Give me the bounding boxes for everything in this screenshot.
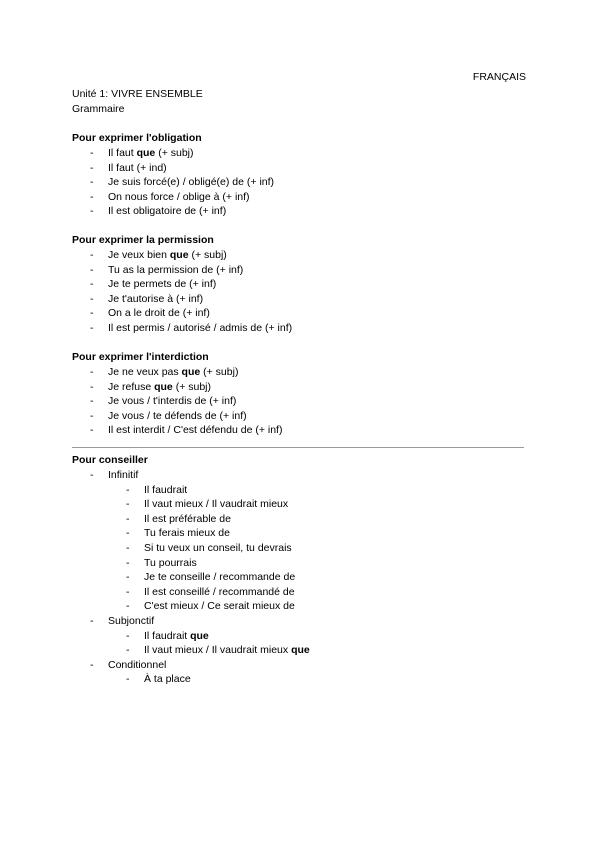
list-item (72, 409, 247, 424)
subjonctif-list (72, 629, 310, 658)
list-item (72, 292, 214, 307)
conseiller-list (72, 614, 155, 629)
conseiller-list (72, 658, 167, 673)
item-text (108, 306, 210, 321)
group-item (72, 614, 155, 629)
bullet-dash: - (90, 307, 94, 320)
item-text (108, 365, 238, 380)
list-item (72, 570, 296, 585)
item-pre: Je te conseille / recommande de (144, 571, 296, 584)
item-pre: Je suis forcé(e) / obligé(e) de (+ inf) (108, 176, 275, 189)
section-title: Pour exprimer l'obligation (72, 132, 202, 144)
item-text (108, 175, 274, 190)
list-item (72, 483, 188, 498)
group-item (72, 468, 148, 483)
bullet-dash: - (126, 644, 130, 657)
item-text (144, 672, 191, 687)
item-post: (+ subj) (172, 380, 212, 393)
item-pre: Il faut (+ ind) (108, 161, 167, 174)
item-bold: que (291, 644, 310, 657)
item-post: (+ subj) (155, 147, 194, 159)
item-text (144, 526, 230, 541)
item-text (144, 585, 295, 600)
obligation-list (72, 146, 275, 219)
bullet-dash: - (90, 278, 94, 291)
section-title: Pour exprimer l'interdiction (72, 351, 209, 363)
list-item (72, 365, 239, 380)
list-item (72, 423, 283, 438)
item-pre: Il faudrait (144, 629, 191, 642)
item-pre: Il est permis / autorisé / admis de (+ inf) (108, 321, 293, 334)
item-bold: que (154, 380, 173, 393)
subject-label: FRANÇAIS (472, 71, 526, 83)
bullet-dash: - (90, 366, 94, 378)
item-text (108, 190, 250, 205)
item-pre: Il faudrait (144, 483, 188, 496)
item-text (108, 321, 292, 336)
unit-header (72, 87, 203, 117)
list-item (72, 277, 217, 292)
item-pre: C'est mieux / Ce serait mieux de (144, 600, 295, 613)
item-pre: Je vous / te défends de (+ inf) (108, 409, 247, 422)
item-pre: Il vaut mieux / Il vaudrait mieux (144, 498, 289, 511)
section-permission (72, 233, 293, 336)
item-text (108, 277, 216, 292)
group-label: Subjonctif (108, 614, 155, 627)
item-text (144, 541, 292, 556)
item-text (144, 629, 209, 644)
item-text (108, 380, 211, 395)
item-text (108, 204, 226, 219)
section-interdiction (72, 350, 283, 438)
list-item (72, 541, 292, 556)
item-pre: Je refuse (108, 380, 155, 393)
section-title: Pour exprimer la permission (72, 234, 214, 246)
item-post: (+ subj) (188, 249, 227, 261)
permission-list (72, 248, 293, 336)
infinitif-list (72, 483, 296, 614)
item-text (108, 394, 236, 409)
bullet-dash: - (90, 176, 94, 189)
item-pre: Il est conseillé / recommandé de (144, 585, 295, 598)
bullet-dash: - (90, 190, 94, 203)
bullet-dash: - (126, 673, 130, 686)
item-pre: Il faut (108, 147, 137, 159)
bullet-dash: - (90, 409, 94, 422)
item-text (144, 643, 310, 658)
bullet-dash: - (90, 263, 94, 276)
list-item (72, 161, 202, 176)
list-item (72, 146, 202, 161)
bullet-dash: - (90, 380, 94, 393)
list-item (72, 629, 209, 644)
group-item (72, 658, 167, 673)
item-bold: que (136, 147, 156, 159)
item-pre: Il est préférable de (144, 512, 231, 525)
bullet-dash: - (90, 161, 94, 174)
conseiller-list (72, 468, 148, 483)
list-item (72, 190, 250, 205)
item-pre: Tu as la permission de (+ inf) (108, 263, 244, 276)
interdiction-list (72, 365, 283, 438)
list-item (72, 380, 212, 395)
bullet-dash: - (90, 614, 94, 627)
list-item (72, 643, 310, 658)
unit-title: Unité 1: VIVRE ENSEMBLE (72, 88, 203, 100)
bullet-dash: - (126, 498, 130, 511)
item-text (108, 423, 282, 438)
list-item (72, 556, 197, 571)
item-pre: On nous force / oblige à (+ inf) (108, 190, 250, 203)
bullet-dash: - (126, 483, 130, 496)
bullet-dash: - (126, 556, 130, 569)
list-item (72, 306, 214, 321)
item-text (108, 409, 247, 424)
list-item (72, 672, 191, 687)
list-item (72, 175, 275, 190)
item-pre: Si tu veux un conseil, tu devrais (144, 541, 292, 554)
group-label: Conditionnel (108, 658, 167, 671)
list-item (72, 394, 237, 409)
item-text (108, 248, 227, 263)
item-text (144, 512, 231, 527)
bullet-dash: - (90, 424, 94, 437)
item-text (144, 570, 295, 585)
bullet-dash: - (90, 292, 94, 305)
bullet-dash: - (90, 658, 94, 671)
list-item (72, 321, 293, 336)
item-pre: Je te permets de (+ inf) (108, 278, 217, 291)
item-pre: Tu pourrais (144, 556, 197, 569)
item-pre: Je ne veux pas (108, 366, 182, 378)
section-title: Pour conseiller (72, 454, 148, 466)
bullet-dash: - (90, 469, 94, 481)
bullet-dash: - (90, 147, 94, 159)
item-pre: Il est interdit / C'est défendu de (+ inf) (108, 424, 283, 437)
list-item (72, 263, 244, 278)
bullet-dash: - (126, 541, 130, 554)
bullet-dash: - (126, 527, 130, 540)
item-text (108, 146, 194, 161)
bullet-dash: - (126, 512, 130, 525)
list-item (72, 585, 295, 600)
item-post: (+ subj) (200, 366, 239, 378)
item-pre: Tu ferais mieux de (144, 527, 230, 540)
bullet-dash: - (90, 205, 94, 218)
group-label: Infinitif (108, 469, 139, 481)
list-item (72, 526, 230, 541)
bullet-dash: - (126, 585, 130, 598)
item-pre: Il vaut mieux / Il vaudrait mieux (144, 644, 292, 657)
item-text (144, 483, 187, 498)
list-item (72, 512, 231, 527)
item-pre: Il est obligatoire de (+ inf) (108, 205, 227, 218)
item-text (108, 263, 243, 278)
section-obligation (72, 131, 275, 219)
list-item (72, 497, 289, 512)
list-item (72, 248, 227, 263)
item-pre: Je t'autorise à (+ inf) (108, 292, 204, 305)
conditionnel-list (72, 672, 191, 687)
bullet-dash: - (126, 600, 130, 613)
section-conseiller (72, 453, 310, 687)
bullet-dash: - (126, 629, 130, 642)
item-text (108, 292, 203, 307)
item-pre: Je vous / t'interdis de (+ inf) (108, 395, 237, 408)
item-pre: Je veux bien (108, 249, 170, 261)
item-pre: À ta place (144, 673, 191, 686)
list-item (72, 599, 295, 614)
item-text (144, 599, 295, 614)
bullet-dash: - (90, 321, 94, 334)
divider (72, 447, 524, 448)
bullet-dash: - (126, 571, 130, 584)
unit-subtitle: Grammaire (72, 103, 125, 115)
item-pre: On a le droit de (+ inf) (108, 307, 210, 320)
item-bold: que (181, 366, 201, 378)
bullet-dash: - (90, 249, 94, 261)
item-text (144, 556, 197, 571)
list-item (72, 204, 227, 219)
bullet-dash: - (90, 395, 94, 408)
item-text (108, 161, 167, 176)
item-bold: que (169, 249, 189, 261)
item-bold: que (190, 629, 209, 642)
item-text (144, 497, 288, 512)
